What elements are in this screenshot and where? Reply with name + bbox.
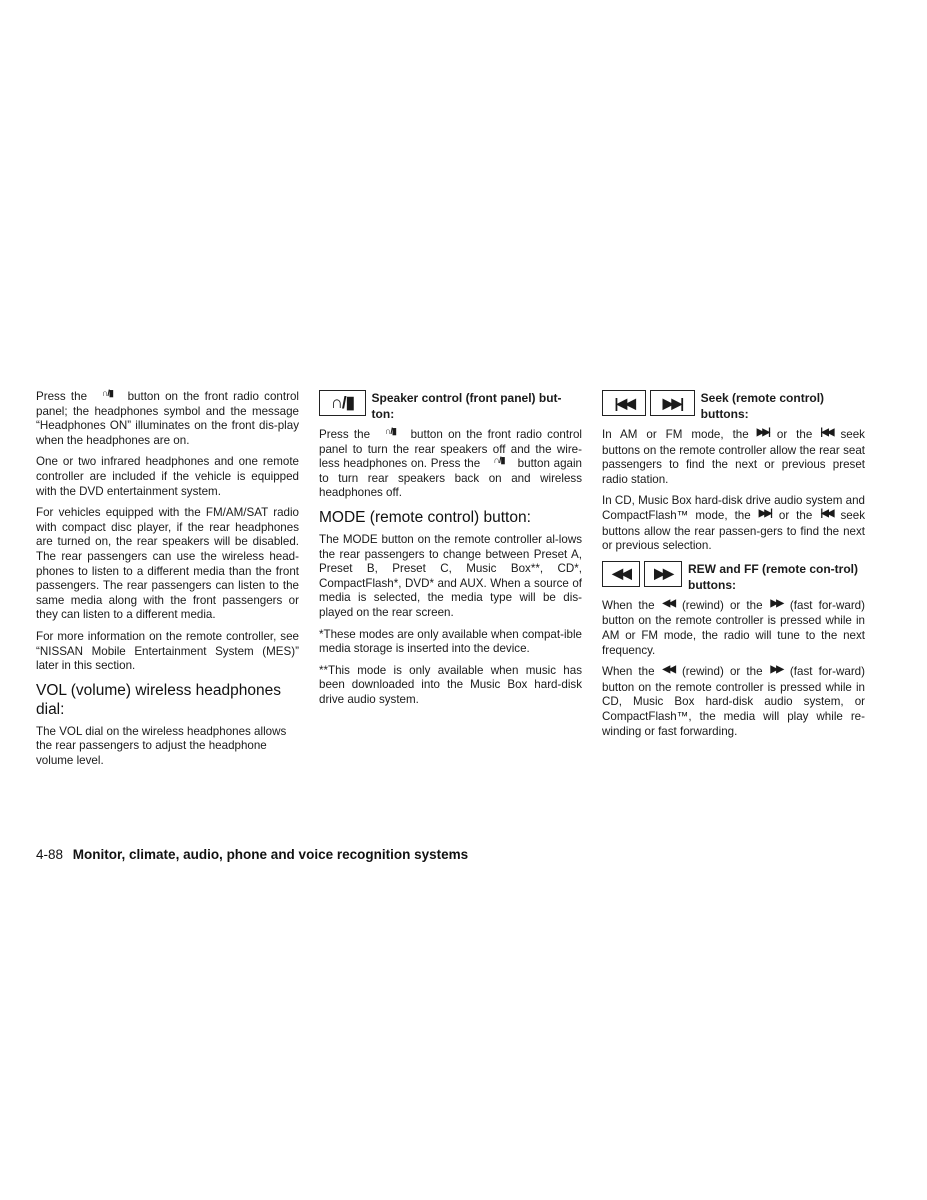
column-left xyxy=(36,390,299,775)
text-span: seek buttons on the remote controller allow the rear seat passengers to find the next or previous preset radio station. xyxy=(602,428,865,486)
seek-next-button-icon: ▶▶| xyxy=(650,390,694,416)
paragraph xyxy=(602,428,865,487)
text-span: seek buttons allow the rear passen-gers to find the next or previous selection. xyxy=(602,508,865,553)
fast-forward-icon: ▶▶ xyxy=(770,664,782,676)
section-heading: MODE (remote control) button: xyxy=(319,508,531,526)
headphone-speaker-icon xyxy=(92,386,122,401)
text-span: or the xyxy=(778,508,813,522)
fast-forward-button-icon: ▶▶ xyxy=(644,561,682,587)
section-title: Monitor, climate, audio, phone and voice recognition systems xyxy=(72,847,469,862)
paragraph xyxy=(319,428,582,501)
seek-prev-icon: |◀◀ xyxy=(820,427,833,438)
headphone-speaker-glyph: ∩/▮ xyxy=(101,388,113,398)
paragraph xyxy=(602,665,865,739)
text-span: (rewind) or the xyxy=(681,598,763,612)
text-span: or the xyxy=(776,428,813,441)
seek-next-icon: ▶▶| xyxy=(758,507,771,519)
text-span: Press the xyxy=(36,390,88,403)
speaker-control-icon: ∩/▮ xyxy=(319,390,366,416)
paragraph: For vehicles equipped with the FM/AM/SAT radio with compact disc player, if the rear headphones are turned on, the rear speakers will be disabled. The rear passengers can use the wireless head-phones to listen to a different media than the front passengers. The rear passengers can listen to the same media along with the front passengers or they can listen to a different media. xyxy=(36,506,299,622)
paragraph: *These modes are only available when compat-ible media storage is inserted into the device. xyxy=(319,627,582,656)
headphone-speaker-glyph: ∩/▮ xyxy=(493,455,505,466)
column-right xyxy=(602,390,865,746)
heading-row xyxy=(319,390,582,422)
heading-row xyxy=(602,561,865,593)
rewind-icon: ◀◀ xyxy=(662,664,674,676)
section-heading: VOL (volume) wireless headphones dial: xyxy=(36,681,281,718)
section-heading: Speaker control (front panel) but-ton: xyxy=(371,391,562,421)
text-span: In CD, Music Box hard-disk drive audio system and CompactFlash™ mode, the xyxy=(602,494,865,522)
heading-row xyxy=(602,390,865,422)
headphone-speaker-icon xyxy=(375,424,405,439)
paragraph xyxy=(602,494,865,553)
fast-forward-icon: ▶▶ xyxy=(770,597,782,609)
paragraph: The VOL dial on the wireless headphones allows the rear passengers to adjust the headphone volume level. xyxy=(36,724,287,767)
seek-next-icon: ▶▶| xyxy=(756,427,769,438)
column-middle xyxy=(319,390,582,715)
text-span: In AM or FM mode, the xyxy=(602,428,749,441)
text-span: (fast for-ward) button on the remote controller is pressed while in AM or FM mode, the radio will tune to the next frequency. xyxy=(602,598,865,657)
text-span: (fast for-ward) button on the remote controller is pressed while in CD, Music Box hard-disk audio system, or CompactFlash™, the media will play while re-winding or fast forwarding. xyxy=(602,665,865,738)
rewind-button-icon: ◀◀ xyxy=(602,561,640,587)
paragraph: One or two infrared headphones and one remote controller are included if the vehicle is equipped with the DVD entertainment system. xyxy=(36,455,299,498)
rewind-icon: ◀◀ xyxy=(662,597,674,609)
paragraph xyxy=(36,390,299,448)
headphone-speaker-glyph: ∩/▮ xyxy=(384,426,396,436)
headphone-speaker-icon xyxy=(484,453,514,468)
text-span: button on the front radio control panel to turn the rear speakers off and the wire-less headphones on. Press the xyxy=(319,428,582,471)
seek-prev-icon: |◀◀ xyxy=(820,507,833,519)
text-span: Press the xyxy=(319,428,371,441)
section-heading: REW and FF (remote con-trol) buttons: xyxy=(688,561,858,592)
page-footer xyxy=(36,847,468,862)
text-span: When the xyxy=(602,598,655,612)
text-span: (rewind) or the xyxy=(681,665,763,679)
section-heading: Seek (remote control) buttons: xyxy=(700,391,825,421)
paragraph: **This mode is only available when music has been downloaded into the Music Box hard-disk drive audio system. xyxy=(319,663,582,706)
page-number: 4-88 xyxy=(36,847,64,862)
paragraph: The MODE button on the remote controller al-lows the rear passengers to change between Preset A, Preset B, Preset C, Music Box**, CD*, CompactFlash*, DVD* and AUX. When a source of media is selected, the media type will be dis-played on the rear screen. xyxy=(319,532,582,619)
text-span: button on the front radio control panel; the headphones symbol and the message “Headphones ON” illuminates on the front dis-play when the headphones are on. xyxy=(36,390,299,447)
seek-prev-button-icon: |◀◀ xyxy=(602,390,646,416)
text-span: button again to turn rear speakers back on and wireless headphones off. xyxy=(319,457,582,500)
paragraph: For more information on the remote controller, see “NISSAN Mobile Entertainment System (MES)” later in this section. xyxy=(36,629,299,673)
text-span: When the xyxy=(602,665,655,679)
paragraph xyxy=(602,599,865,658)
